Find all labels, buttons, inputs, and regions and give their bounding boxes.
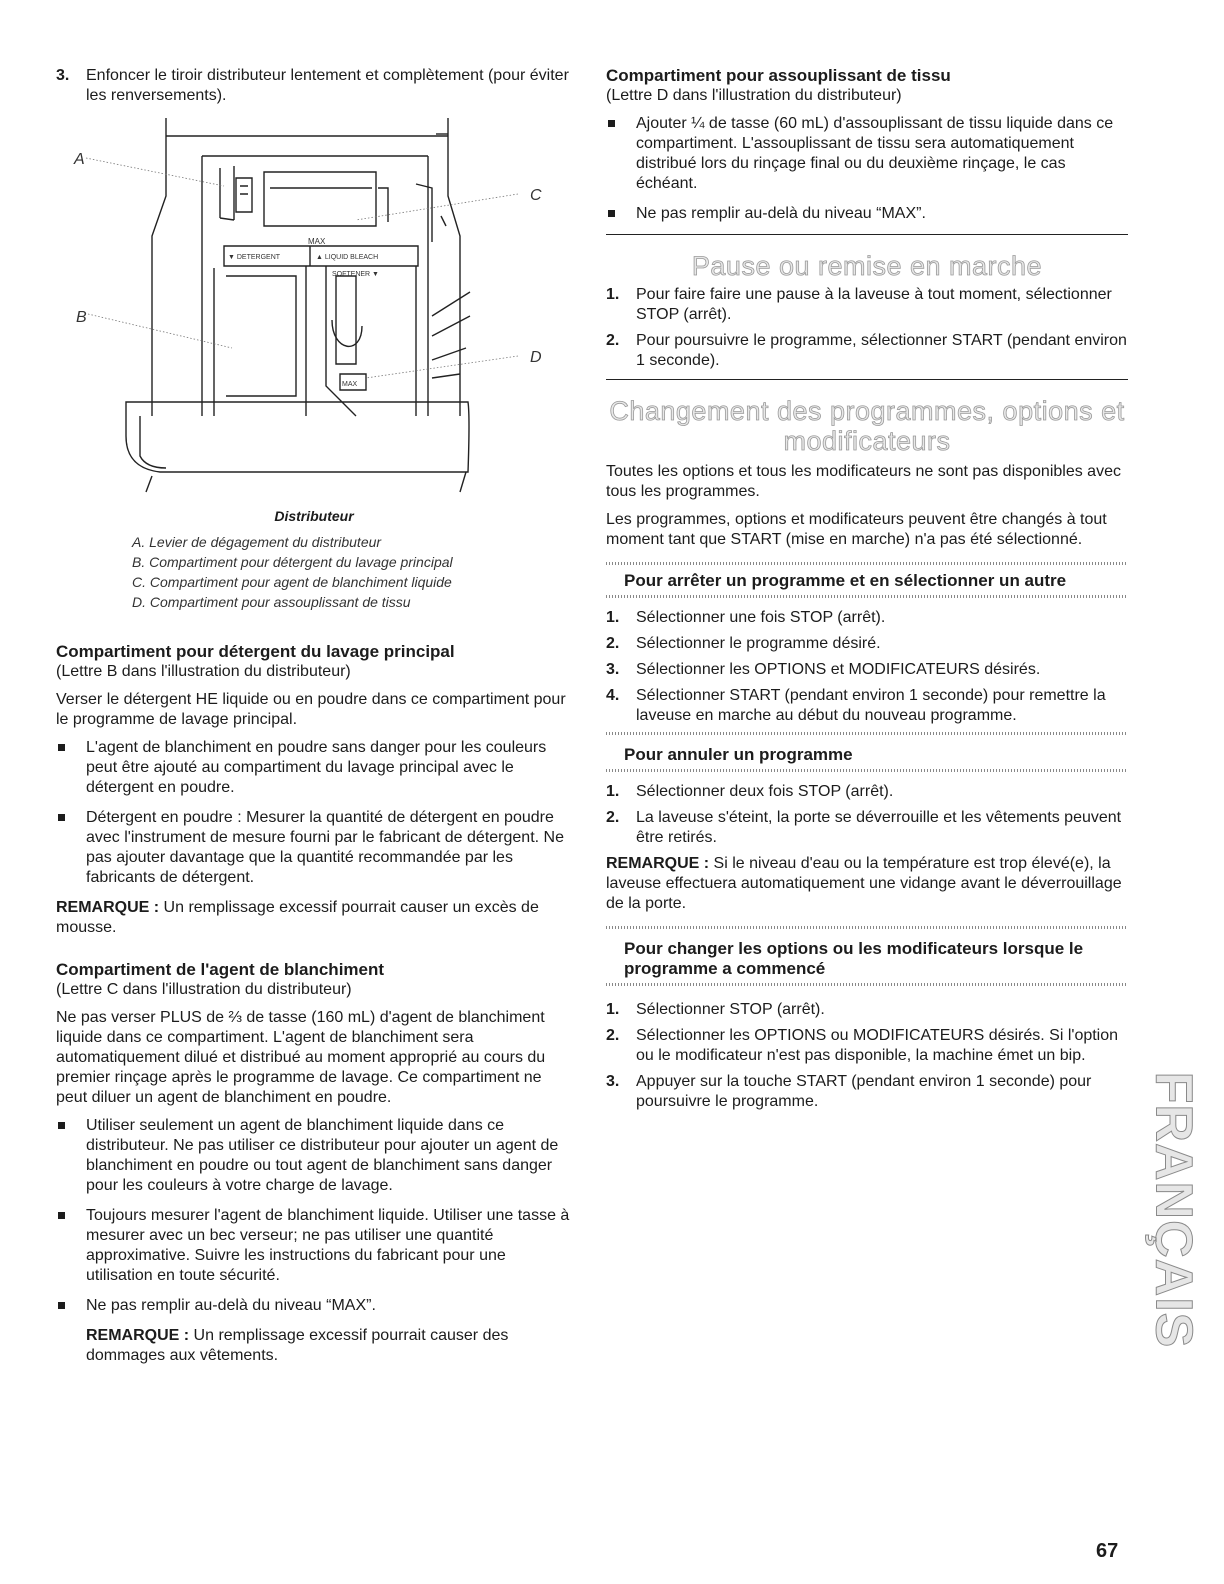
step-text: Sélectionner les OPTIONS et MODIFICATEURS désirés.: [636, 661, 1041, 678]
step-number: 3.: [606, 661, 620, 678]
bleach-note: [56, 1326, 572, 1366]
bleach-bullet: [56, 1116, 572, 1196]
detergent-heading: Compartiment pour détergent du lavage principal: [56, 642, 455, 661]
note-text: Si le niveau d'eau ou la température est trop élevé(e), la laveuse effectuera automatiquement une vidange avant le déverrouillage de la porte.: [606, 855, 1122, 912]
step-number: 2.: [606, 1027, 620, 1044]
stop-select-step: [606, 608, 1128, 628]
bullet-square-icon: [58, 1122, 65, 1129]
detergent-intro: Verser le détergent HE liquide ou en poudre dans ce compartiment pour le programme de lavage principal.: [56, 691, 566, 728]
change-options-step: [606, 1026, 1128, 1066]
detergent-bullet: [56, 738, 572, 798]
step-text: Sélectionner une fois STOP (arrêt).: [636, 609, 886, 626]
legend-item-d: D. Compartiment pour assouplissant de tissu: [132, 594, 411, 610]
step-text: La laveuse s'éteint, la porte se déverrouille et les vêtements peuvent être retirés.: [636, 809, 1122, 846]
change-options-step: [606, 1000, 1128, 1020]
change-options-heading: Pour changer les options ou les modificateurs lorsque le programme a commencé: [624, 939, 1084, 978]
step-number: 1.: [606, 609, 620, 626]
bullet-square-icon: [58, 744, 65, 751]
bleach-heading: Compartiment de l'agent de blanchiment: [56, 960, 385, 979]
bleach-bullet: [56, 1296, 572, 1316]
bullet-text: Détergent en poudre : Mesurer la quantité de détergent en poudre avec l'instrument de mesure fourni par le fabricant de détergent. Ne pas ajouter davantage que la quantité recommandée par les fabricants de détergent.: [86, 809, 564, 886]
change-paragraph-1: Toutes les options et tous les modificateurs ne sont pas disponibles avec tous les programmes.: [606, 463, 1121, 500]
change-paragraph-2: Les programmes, options et modificateurs peuvent être changés à tout moment tant que START (mise en marche) n'a pas été sélectionné.: [606, 511, 1107, 548]
label-d: D: [530, 349, 542, 366]
bleach-label: ▲ LIQUID BLEACH: [316, 254, 379, 261]
right-column: [606, 66, 1128, 1118]
change-title-line2: modificateurs: [783, 426, 951, 456]
bullet-text: Utiliser seulement un agent de blanchiment liquide dans ce distributeur. Ne pas utiliser ce distributeur pour ajouter un agent de blanchiment en poudre ou tout agent de blanchiment sans danger pour les couleurs à votre charge de lavage.: [86, 1117, 559, 1194]
step-number: 1.: [606, 286, 620, 303]
step-number: 3.: [56, 67, 70, 84]
bullet-square-icon: [608, 120, 615, 127]
change-title-line1: Changement des programmes, options et: [609, 396, 1125, 426]
step-text: Appuyer sur la touche START (pendant environ 1 seconde) pour poursuivre le programme.: [636, 1073, 1092, 1110]
step-number: 1.: [606, 1001, 620, 1018]
legend-item-c: C. Compartiment pour agent de blanchiment liquide: [132, 574, 452, 590]
step-text: Pour faire faire une pause à la laveuse à tout moment, sélectionner STOP (arrêt).: [636, 286, 1112, 323]
stop-select-step: [606, 660, 1128, 680]
step-text: Pour poursuivre le programme, sélectionner START (pendant environ 1 seconde).: [636, 332, 1127, 369]
label-a: A: [74, 151, 85, 168]
softener-heading: Compartiment pour assouplissant de tissu: [606, 66, 951, 85]
figure-caption: Distributeur: [274, 508, 354, 524]
step-text: Sélectionner les OPTIONS ou MODIFICATEURS désirés. Si l'option ou le modificateur n'est pas disponible, la machine émet un bip.: [636, 1027, 1119, 1064]
softener-bullet: [606, 204, 1128, 224]
max-line-label: MAX: [308, 237, 326, 246]
page-number: 67: [1096, 1540, 1119, 1562]
bullet-text: L'agent de blanchiment en poudre sans danger pour les couleurs peut être ajouté au compartiment du lavage principal avec le détergent en poudre.: [86, 739, 547, 796]
step-number: 2.: [606, 332, 620, 349]
softener-bullet: [606, 114, 1128, 194]
dispenser-drawing: [56, 116, 572, 504]
bullet-text: Ajouter ¼ de tasse (60 mL) d'assouplissant de tissu liquide dans ce compartiment. L'assouplissant de tissu sera automatiquement distribué lors du rinçage final ou du deuxième rinçage, le cas échéant.: [636, 115, 1114, 192]
change-options-step: [606, 1072, 1128, 1112]
stop-select-heading: Pour arrêter un programme et en sélectionner un autre: [624, 571, 1067, 590]
step-number: 2.: [606, 635, 620, 652]
note-label: REMARQUE :: [86, 1327, 190, 1344]
pause-title: Pause ou remise en marche: [691, 251, 1043, 281]
legend-item-b: B. Compartiment pour détergent du lavage principal: [132, 554, 453, 570]
step-3: [56, 66, 572, 106]
bleach-subtitle: (Lettre C dans l'illustration du distributeur): [56, 981, 352, 998]
softener-label: SOFTENER ▼: [332, 271, 379, 278]
legend-item-a: A. Levier de dégagement du distributeur: [132, 534, 382, 550]
detergent-note: [56, 898, 572, 938]
bleach-bullet: [56, 1206, 572, 1286]
pause-step: [606, 331, 1128, 371]
step-number: 1.: [606, 783, 620, 800]
softener-subtitle: (Lettre D dans l'illustration du distributeur): [606, 87, 902, 104]
note-text: Un remplissage excessif pourrait causer un excès de mousse.: [56, 899, 539, 936]
left-column: [56, 66, 572, 1366]
stop-select-step: [606, 634, 1128, 654]
cancel-heading: Pour annuler un programme: [624, 745, 853, 764]
step-text: Sélectionner START (pendant environ 1 seconde) pour remettre la laveuse en marche au début du nouveau programme.: [636, 687, 1106, 724]
note-label: REMARQUE :: [56, 899, 160, 916]
step-number: 3.: [606, 1073, 620, 1090]
stop-select-step: [606, 686, 1128, 726]
label-c: C: [530, 187, 542, 204]
bleach-intro: Ne pas verser PLUS de ⅔ de tasse (160 mL) d'agent de blanchiment liquide dans ce compartiment. L'agent de blanchiment sera automatiquement dilué et distribué au moment approprié au cours du premier rinçage après le programme de lavage. Ce compartiment ne peut diluer un agent de blanchiment en poudre.: [56, 1009, 546, 1106]
max-softener-label: MAX: [342, 381, 358, 388]
bullet-text: Ne pas remplir au-delà du niveau “MAX”.: [636, 205, 926, 222]
note-text: Un remplissage excessif pourrait causer des dommages aux vêtements.: [86, 1327, 509, 1364]
cancel-step: [606, 808, 1128, 848]
language-side-tab: [1144, 1071, 1203, 1349]
cancel-note: [606, 854, 1128, 914]
dispenser-illustration: [56, 116, 572, 504]
bullet-square-icon: [58, 1302, 65, 1309]
cancel-step: [606, 782, 1128, 802]
bullet-text: Toujours mesurer l'agent de blanchiment liquide. Utiliser une tasse à mesurer avec un bec verseur; ne pas utiliser une quantité approximative. Suivre les instructions du fabricant pour une utilisation en toute sécurité.: [86, 1207, 570, 1284]
bullet-square-icon: [58, 814, 65, 821]
step-number: 2.: [606, 809, 620, 826]
figure-legend: [132, 532, 572, 612]
language-label: FRANÇAIS: [1144, 1071, 1203, 1349]
detergent-label: ▼ DETERGENT: [228, 254, 281, 261]
detergent-subtitle: (Lettre B dans l'illustration du distributeur): [56, 663, 351, 680]
label-b: B: [76, 309, 87, 326]
bullet-square-icon: [608, 210, 615, 217]
step-text: Sélectionner STOP (arrêt).: [636, 1001, 825, 1018]
step-text: Enfoncer le tiroir distributeur lentement et complètement (pour éviter les renversements).: [86, 67, 569, 104]
bullet-square-icon: [58, 1212, 65, 1219]
detergent-bullet: [56, 808, 572, 888]
pause-step: [606, 285, 1128, 325]
step-text: Sélectionner deux fois STOP (arrêt).: [636, 783, 894, 800]
step-number: 4.: [606, 687, 620, 704]
note-label: REMARQUE :: [606, 855, 710, 872]
bullet-text: Ne pas remplir au-delà du niveau “MAX”.: [86, 1297, 376, 1314]
step-text: Sélectionner le programme désiré.: [636, 635, 881, 652]
